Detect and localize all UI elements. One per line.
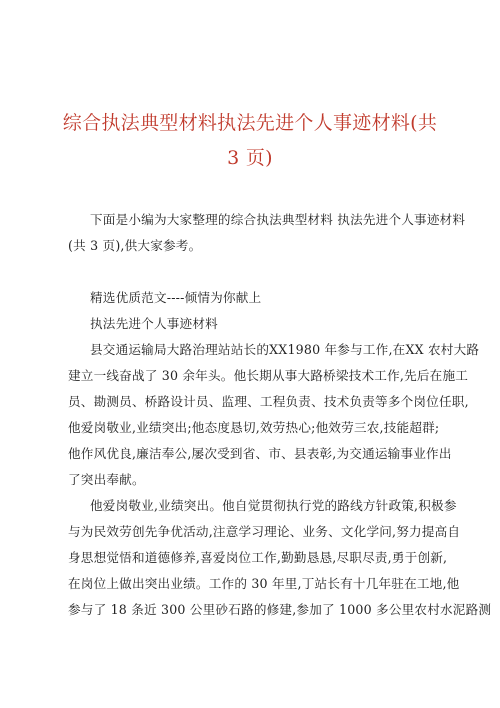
paragraph-1-line: 他爱岗敬业,业绩突出;他态度恳切,效劳热心;他效劳三农,技能超群;: [68, 420, 440, 435]
paragraph-2-line: 与为民效劳创先争优活动,注意学习理论、业务、文化学问,努力提高自: [68, 524, 461, 539]
paragraph-1-line: 他作风优良,廉洁奉公,屡次受到省、市、县表彰,为交通运输事业作出: [68, 446, 452, 461]
paragraph-2-line: 他爱岗敬业,业绩突出。他自觉贯彻执行党的路线方针政策,积极参: [90, 498, 457, 513]
paragraph-2-line: 在岗位上做出突出业绩。工作的 30 年里,丁站长有十几年驻在工地,他: [68, 576, 460, 591]
paragraph-2-line: 参与了 18 条近 300 公里砂石路的修建,参加了 1000 多公里农村水泥路测: [68, 602, 492, 617]
document-title-line-1: 综合执法典型材料执法先进个人事迹材料(共: [62, 112, 438, 134]
selection-note: 精选优质范文----倾情为你献上: [90, 290, 262, 305]
paragraph-1-line: 了突出奉献。: [68, 472, 145, 487]
intro-line-2: (共 3 页),供大家参考。: [68, 238, 202, 253]
paragraph-1-line: 建立一线奋战了 30 余年头。他长期从事大路桥梁技术工作,先后在施工: [68, 368, 469, 383]
section-heading: 执法先进个人事迹材料: [90, 316, 218, 331]
paragraph-2-line: 身思想觉悟和道德修养,喜爱岗位工作,勤勤恳恳,尽职尽责,勇于创新,: [68, 550, 448, 565]
paragraph-1-line: 员、勘测员、桥路设计员、监理、工程负责、技术负责等多个岗位任职,: [68, 394, 469, 409]
document-title-line-2: 3 页): [227, 147, 273, 169]
intro-line-1: 下面是小编为大家整理的综合执法典型材料 执法先进个人事迹材料: [90, 212, 466, 227]
paragraph-1-line: 县交通运输局大路治理站站长的XX1980 年参与工作,在XX 农村大路: [90, 342, 480, 357]
